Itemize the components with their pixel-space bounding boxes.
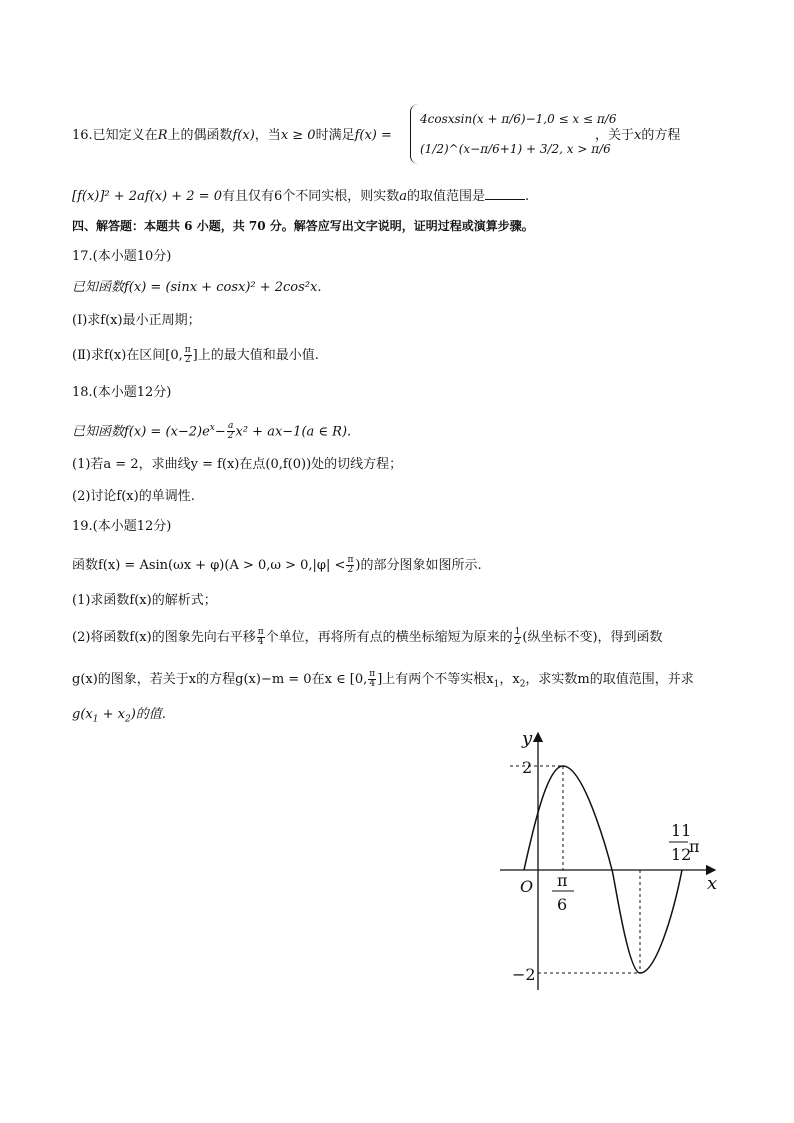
frac-num: π — [369, 669, 376, 679]
q16-x: x — [634, 128, 642, 143]
q16-text4: 时满足 — [315, 128, 355, 143]
q16-text7: 有且仅有6个不同实根，则实数 — [221, 189, 400, 204]
q19-p2b: 个单位，再将所有点的横坐标缩短为原来的 — [265, 630, 513, 645]
y-max-label: 2 — [522, 758, 533, 777]
q18-stem: 已知函数$f(x) = (x-2)e^x-$ $\frac{a}{2}$ x² + ax−1(a ∈ R). — [72, 421, 352, 442]
q16-equation: [f(x)]² + 2af(x) + 2 = 0 — [72, 189, 222, 204]
sine-curve — [524, 766, 682, 973]
q16-text5: ，关于 — [595, 128, 635, 143]
origin-label: O — [520, 877, 534, 896]
y-axis-label: y — [522, 728, 533, 749]
tick-11pi12-num: 11 — [671, 821, 692, 840]
q19-p2-l2b: ]上有两个不等实根x — [377, 672, 494, 687]
q16-cond: x ≥ 0 — [280, 128, 316, 143]
y-min-label: −2 — [512, 965, 536, 984]
piecewise-case1: 4cosxsin(x + π/6)−1,0 ≤ x ≤ π/6 — [420, 112, 617, 126]
fraction-pi-2b — [346, 556, 354, 575]
q17-part-i: (Ⅰ)求f(x)最小正周期； — [72, 313, 201, 328]
sub-1: 1 — [493, 679, 500, 690]
q18-part-1: (1)若a = 2，求曲线y = f(x)在点(0,f(0))处的切线方程； — [72, 457, 403, 472]
fraction-pi-2 — [184, 346, 192, 365]
q19-part-2-line2 — [72, 670, 694, 694]
q16-line1-end — [595, 127, 680, 145]
q19-p2-l3b: + x — [98, 707, 125, 722]
q16-text3: ，当 — [254, 128, 281, 143]
sub-1b: 1 — [92, 714, 99, 725]
fraction-1-2 — [514, 628, 522, 647]
frac-num: π — [257, 627, 264, 637]
fraction-pi-4b — [368, 670, 376, 689]
q16-line1 — [72, 127, 392, 145]
piecewise-case2: (1/2)^(x−π/6+1) + 3/2, x > π/6 — [420, 142, 611, 156]
q19-p2-l3: g(x — [72, 707, 93, 722]
q16-text6: 的方程 — [641, 128, 681, 143]
frac-den: 2 — [227, 431, 234, 442]
answer-blank — [485, 187, 525, 200]
q19-stem-b: )的部分图象如图所示. — [355, 558, 482, 573]
frac-num: π — [347, 555, 354, 565]
q17-part-ii — [72, 346, 319, 365]
tick-pi6-num: π — [557, 871, 568, 890]
q17-ii-text: (Ⅱ)求f(x)在区间[0, — [72, 348, 183, 363]
section-heading: 四、解答题：本题共 6 小题，共 70 分。解答应写出文字说明，证明过程或演算步骤。 — [72, 219, 534, 233]
q19-p2-l2c: ，x — [499, 672, 520, 687]
tick-pi6-den: 6 — [557, 895, 568, 914]
frac-den: 2 — [347, 565, 354, 575]
q17-ii-text2: ]上的最大值和最小值. — [192, 348, 319, 363]
sub-2: 2 — [519, 679, 526, 690]
q19-p2a: (2)将函数f(x)的图象先向右平移 — [72, 630, 256, 645]
q16-text8: 的取值范围是 — [407, 189, 486, 204]
frac-den: 2 — [514, 637, 521, 647]
q19-p2-l2d: ，求实数m的取值范围，并求 — [525, 672, 694, 687]
q16-fx: f(x) — [232, 128, 255, 143]
frac-den: 4 — [369, 679, 376, 689]
frac-num: 1 — [514, 627, 521, 637]
q16-fx-eq: f(x) = — [354, 128, 392, 143]
q16-a: a — [399, 189, 408, 204]
q17-header: 17.(本小题10分) — [72, 249, 172, 264]
q19-p2-l2a: g(x)的图象，若关于x的方程g(x)−m = 0在x ∈ [0, — [72, 672, 368, 687]
fraction-pi-4 — [257, 628, 265, 647]
q16-R: R — [157, 128, 168, 143]
fraction-a-2 — [227, 422, 235, 441]
frac-num: a — [227, 421, 234, 432]
q19-part-2-line3 — [72, 706, 166, 729]
sub-2b: 2 — [124, 714, 131, 725]
q16-period: . — [525, 189, 530, 204]
q19-p2c: (纵坐标不变)，得到函数 — [522, 630, 663, 645]
q19-part-2-line1 — [72, 628, 663, 647]
q19-stem — [72, 556, 482, 575]
q17-stem: 已知函数f(x) = (sinx + cosx)² + 2cos²x. — [72, 280, 322, 295]
q19-p2-l3c: )的值. — [130, 707, 166, 722]
q19-stem-a: 函数f(x) = Asin(ωx + φ)(A > 0,ω > 0,|φ| < — [72, 558, 346, 573]
frac-den: 4 — [257, 637, 264, 647]
q18-header: 18.(本小题12分) — [72, 385, 172, 400]
q16-text2: 上的偶函数 — [167, 128, 233, 143]
frac-den: 2 — [184, 355, 191, 365]
tick-11pi12-pi: π — [689, 837, 700, 856]
q18-exp-x: x — [209, 423, 215, 433]
q19-header: 19.(本小题12分) — [72, 519, 172, 534]
frac-num: π — [184, 345, 191, 355]
q16-line2 — [72, 187, 529, 206]
q19-part-1: (1)求函数f(x)的解析式； — [72, 593, 217, 608]
tick-11pi12-den: 12 — [671, 845, 692, 864]
q18-stem-b: x² + ax−1(a ∈ R). — [235, 424, 352, 440]
q16-text: 16.已知定义在 — [72, 128, 158, 143]
x-axis-label: x — [707, 873, 718, 894]
q18-stem-a: 已知函数f(x) = (x−2)e — [72, 424, 210, 440]
q18-part-2: (2)讨论f(x)的单调性. — [72, 489, 195, 504]
